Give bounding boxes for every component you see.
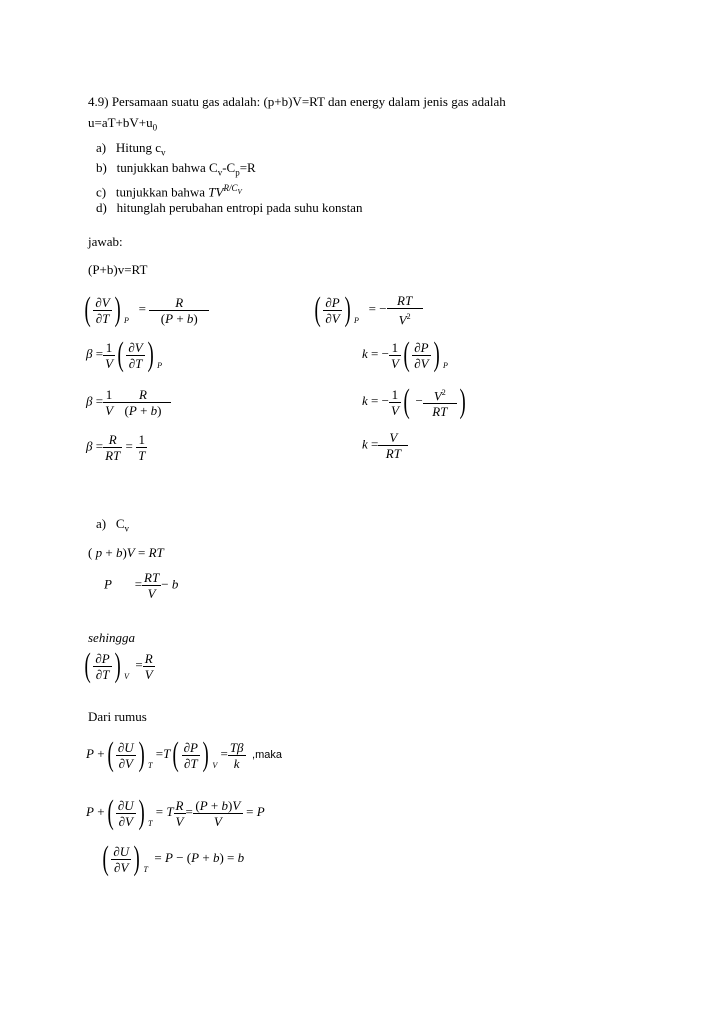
section-title: C — [115, 516, 125, 531]
formula-energy-1: P +( $\frac{\partial U}{\partial V}$ ) $_T$ =T( $\frac{\partial P}{\partial T}$ ) $_V$ = $\frac{T\beta}{k}$ ,maka — [86, 736, 282, 773]
formula-dpdt: ( $\frac{\partial P}{\partial T}$ ) $_V$ = $\frac{R}{V}$ — [84, 647, 153, 684]
item-letter: d) — [96, 200, 107, 215]
formula-beta-3: β = $\frac{R}{RT}$ = $\frac{1}{T}$ — [86, 432, 146, 463]
formula-dvdt: ( $\frac{\partial V}{\partial T}$ ) $_P$ = $\frac{R}{(P + b)}$ — [82, 293, 209, 327]
problem-line-1: 4.9) Persamaan suatu gas adalah: (p+b)V=RT dan energy dalam jenis gas adalah — [88, 94, 506, 109]
item-sub: v — [161, 147, 166, 158]
formula-energy-2: P +( $\frac{\partial U}{\partial V}$ ) $_T$ = T $\frac{R}{V}$ = $\frac{(P + b)V}{V}$ = P — [86, 794, 265, 831]
formula-k-2: k = − $\frac{1}{V}$ ( − $\frac{V^2}{RT}$ ) — [362, 383, 466, 421]
answer-eq-1: (P+b)v=RT — [88, 262, 148, 277]
item-text: Hitung c — [115, 140, 161, 155]
formula-beta-2: β = $\frac{1}{V}$ $\frac{R}{(P + b)}$ — [86, 387, 171, 418]
formula-p: P = $\frac{RT}{V}$ − b — [104, 570, 179, 601]
item-text: tunjukkan bahwa C — [116, 160, 218, 175]
item-after: -C — [222, 160, 236, 175]
item-c — [96, 180, 242, 200]
item-text: tunjukkan bahwa — [115, 184, 209, 200]
item-b — [96, 160, 256, 181]
energy-equation-subscript: 0 — [152, 122, 158, 133]
energy-equation: u=aT+bV+u — [88, 115, 153, 130]
item-letter: b) — [96, 160, 107, 175]
item-formula: TV — [208, 184, 224, 200]
sehingga-label: sehingga — [88, 630, 135, 645]
item-after-2: =R — [239, 160, 256, 175]
maka-label: ,maka — [252, 748, 282, 761]
section-letter: a) — [96, 516, 107, 531]
section-a-heading — [96, 516, 129, 537]
formula-dpdv: ( $\frac{\partial P}{\partial V}$ ) $_P$ = − $\frac{RT}{V^2}$ — [312, 293, 423, 327]
item-letter: c) — [96, 184, 107, 200]
formula-energy-3: ( $\frac{\partial U}{\partial V}$ ) $_T$ = P − (P + b) = b — [102, 840, 245, 877]
formula-beta-1: β = $\frac{1}{V}$ ( $\frac{\partial V}{\partial T}$ ) $_P$ — [86, 336, 162, 373]
answer-label: jawab: — [88, 234, 123, 249]
section-title-sub: v — [124, 523, 130, 534]
formula-k-3: k = $\frac{V}{RT}$ — [362, 430, 408, 461]
item-d — [96, 200, 362, 216]
formula-state-eq: ( p + b)V = RT — [88, 545, 164, 560]
item-formula-sup: R/CV — [223, 183, 242, 196]
problem-line-2 — [88, 115, 157, 136]
item-sub-2: p — [235, 167, 240, 178]
dari-rumus-label: Dari rumus — [88, 709, 147, 724]
item-letter: a) — [96, 140, 107, 155]
formula-k-1: k = − $\frac{1}{V}$ ( $\frac{\partial P}{\partial V}$ ) $_P$ — [362, 336, 448, 373]
item-a — [96, 140, 166, 161]
item-text: hitunglah perubahan entropi pada suhu konstan — [116, 200, 363, 215]
item-sub: v — [217, 167, 223, 178]
